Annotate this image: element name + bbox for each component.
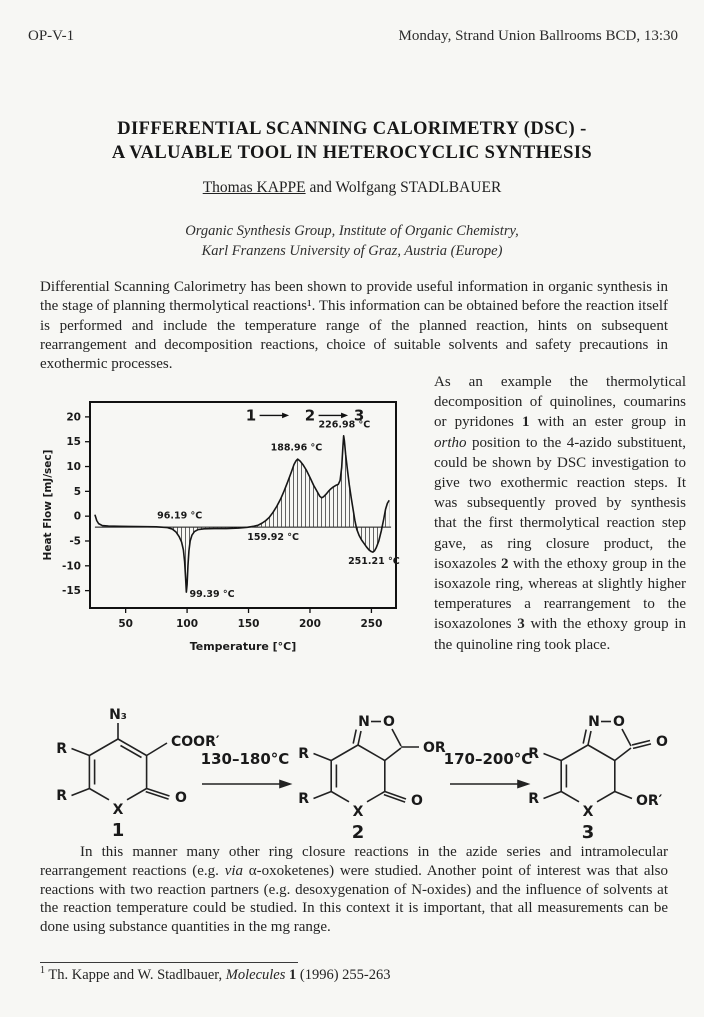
- atom-label-carbonyl-o-3: O: [656, 734, 668, 750]
- reaction-scheme-svg: [40, 698, 704, 848]
- sequence-arrowhead: [282, 413, 289, 419]
- y-tick-label: 20: [66, 411, 81, 424]
- sequence-label-3: 3: [353, 406, 365, 425]
- intro-paragraph: Differential Scanning Calorimetry has been shown to provide useful information in organic synthesis in the stage of planning thermolytical reactions¹. This information can be obtained before the reaction itself is performed and include the temperature range of the planned reaction, hints on subsequent rearrangement and decomposition reactions, choice of suitable solvents and safety precautions in exothermic processes.: [40, 279, 668, 373]
- sequence-arrowhead: [341, 413, 348, 419]
- y-tick-label: 5: [73, 485, 81, 498]
- y-tick-label: -10: [62, 560, 81, 573]
- title-line-1: DIFFERENTIAL SCANNING CALORIMETRY (DSC) -: [117, 119, 587, 139]
- x-tick-label: 150: [237, 618, 260, 630]
- x-tick-label: 50: [118, 618, 133, 630]
- y-tick-label: -5: [69, 535, 81, 548]
- atom-label-r-bottom-3: R: [528, 791, 539, 807]
- chart-annotation: 188.96 °C: [270, 442, 323, 454]
- x-tick-label: 250: [360, 618, 383, 630]
- atom-label-r-bottom-2: R: [298, 791, 309, 807]
- dsc-figure: [36, 372, 426, 667]
- chart-annotation: 99.39 °C: [189, 589, 235, 601]
- session-code: OP-V-1: [28, 28, 75, 44]
- arrow2-temperature: 170–200°C: [443, 750, 533, 768]
- sequence-label-2: 2: [304, 406, 316, 425]
- atom-label-n-3: N: [588, 714, 600, 730]
- atom-label-x-1: X: [112, 802, 124, 818]
- x-axis-label: Temperature [°C]: [189, 640, 297, 653]
- chart-annotation: 159.92 °C: [247, 531, 300, 543]
- atom-label-r-top-1: R: [56, 741, 67, 757]
- y-tick-label: 10: [66, 461, 81, 474]
- structure-2-skeleton: [314, 722, 420, 803]
- chart-annotation: 251.21 °C: [348, 555, 400, 567]
- atom-label-carbonyl-o-1: O: [175, 790, 187, 806]
- atom-label-x-2: X: [352, 804, 364, 820]
- structure-3-skeleton: [544, 722, 652, 802]
- atom-label-ester: COOR′: [171, 734, 220, 750]
- y-tick-label: -15: [62, 585, 81, 598]
- affiliation: [0, 221, 704, 261]
- atom-label-r-top-2: R: [298, 746, 309, 762]
- atom-label-azide: N₃: [109, 707, 127, 723]
- arrow1-temperature: 130–180°C: [200, 750, 290, 768]
- side-column-paragraph: As an example the thermolytical decomposition of quinolines, coumarins or pyridones 1 with an ester group in ortho position to the 4-azido substituent, could be shown by DSC investigation to give two exothermic reaction steps. It was subsequently proved by synthesis that the first thermolytical reaction step gave, as ring closure product, the isoxazoles 2 with the ethoxy group in the isoxazole ring, whereas at slightly higher temperatures a rearrangement to the isoxazolones 3 with the ethoxy group in the quinoline ring took place.: [434, 374, 687, 653]
- affiliation-line-1: Organic Synthesis Group, Institute of Organic Chemistry,: [185, 223, 519, 239]
- compound-number-1: 1: [111, 820, 125, 841]
- x-tick-label: 200: [299, 618, 321, 630]
- footnote-reference: $^1$ Th. Kappe and W. Stadlbauer, Molecules 1 (1996) 255-263: [40, 965, 391, 983]
- footnote-rule: [40, 962, 298, 963]
- affiliation-line-2: Karl Franzens University of Graz, Austria (Europe): [201, 243, 503, 259]
- y-tick-label: 15: [66, 436, 81, 449]
- figure-and-column: [36, 372, 686, 667]
- compound-number-3: 3: [581, 822, 595, 843]
- session-info: Monday, Strand Union Ballrooms BCD, 13:30: [398, 28, 678, 44]
- atom-label-ring-o-3: O: [613, 714, 625, 730]
- atom-label-carbonyl-o-2: O: [411, 793, 423, 809]
- chart-annotation: 96.19 °C: [157, 510, 203, 522]
- atom-label-n-2: N: [358, 714, 370, 730]
- page-header: [28, 28, 678, 45]
- structure-1-skeleton: [72, 723, 170, 800]
- closing-paragraph: In this manner many other ring closure reactions in the azide series and intramolecular rearrangement reactions (e.g. via α-oxoketenes) were studied. Another point of interest was that also reactions with two reaction partners (e.g. desoxygenation of N-oxides) and the influence of solvents at the reaction temperature could be studied. In this context it is important, that all measurements can be done using substance quantities in the mg range.: [40, 844, 669, 936]
- page-title: [20, 117, 684, 165]
- dsc-chart: [36, 390, 426, 662]
- sequence-label-1: 1: [245, 406, 257, 425]
- atom-label-r-bottom-1: R: [56, 788, 67, 804]
- y-axis-label: Heat Flow [mJ/sec]: [42, 449, 54, 561]
- compound-number-2: 2: [351, 822, 365, 843]
- title-line-2: A VALUABLE TOOL IN HETEROCYCLIC SYNTHESIS: [111, 143, 593, 163]
- reaction-scheme: [40, 698, 704, 853]
- atom-label-r-top-3: R: [528, 746, 539, 762]
- chart-annotation: 226.98 °C: [318, 419, 371, 431]
- x-tick-label: 100: [176, 618, 199, 630]
- authors-line: Thomas KAPPE and Wolfgang STADLBAUER: [202, 179, 502, 196]
- atom-label-or-3: OR′: [636, 793, 663, 809]
- y-tick-label: 0: [73, 510, 81, 523]
- atom-label-x-3: X: [582, 804, 594, 820]
- reaction-arrow-2: [450, 781, 528, 788]
- atom-label-or-2: OR: [423, 740, 446, 756]
- reaction-arrow-1: [202, 781, 290, 788]
- atom-label-ring-o-2: O: [383, 714, 395, 730]
